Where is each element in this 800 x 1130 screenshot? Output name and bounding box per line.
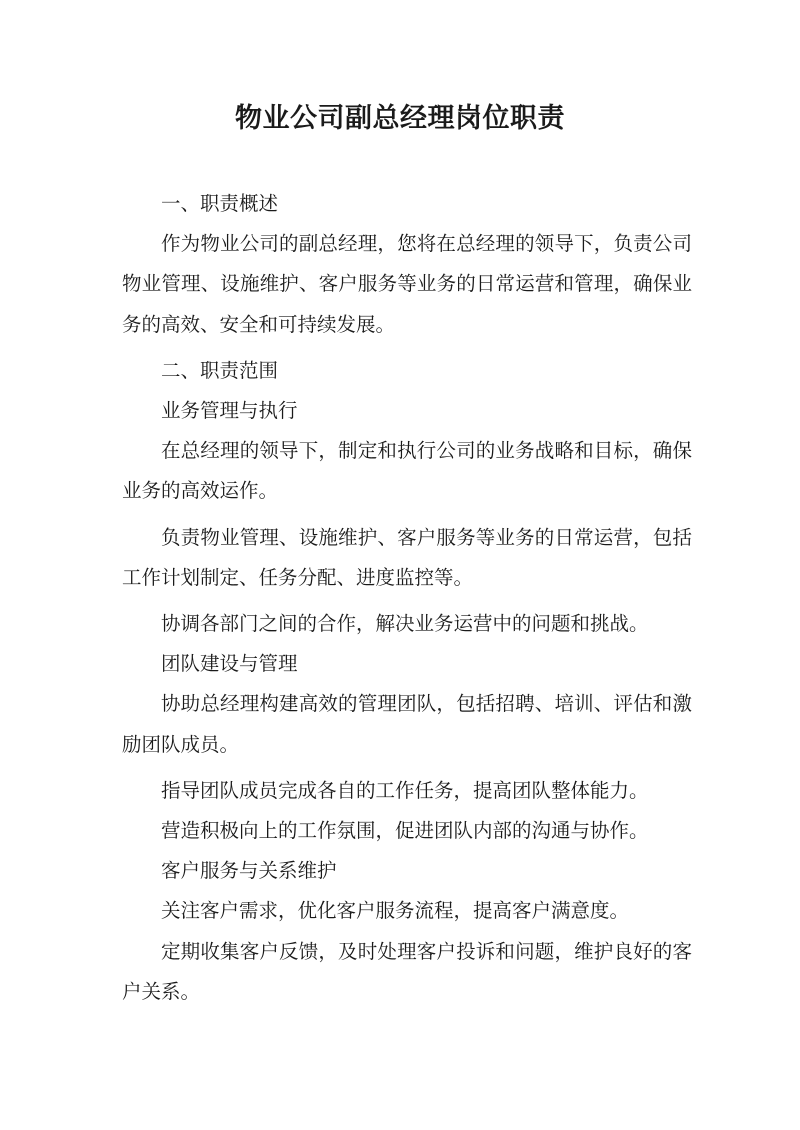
business-item-2: 负责物业管理、设施维护、客户服务等业务的日常运营，包括工作计划制定、任务分配、进度监控等。 [122,525,692,589]
team-item-3: 营造积极向上的工作氛围，促进团队内部的沟通与协作。 [161,819,649,843]
team-item-2: 指导团队成员完成各自的工作任务，提高团队整体能力。 [161,778,649,802]
business-item-3: 协调各部门之间的合作，解决业务运营中的问题和挑战。 [161,612,649,636]
overview-paragraph: 作为物业公司的副总经理，您将在总经理的领导下，负责公司物业管理、设施维护、客户服务等业务的日常运营和管理，确保业务的高效、安全和可持续发展。 [122,232,692,336]
team-item-1: 协助总经理构建高效的管理团队，包括招聘、培训、评估和激励团队成员。 [122,692,692,756]
document-body [122,184,692,1012]
section-heading-overview: 一、职责概述 [161,192,279,215]
document-title: 物业公司副总经理岗位职责 [235,103,565,134]
subheading-business-management: 业务管理与执行 [161,399,298,423]
customer-item-2: 定期收集客户反馈，及时处理客户投诉和问题，维护良好的客户关系。 [122,939,692,1003]
customer-item-1: 关注客户需求，优化客户服务流程，提高客户满意度。 [161,899,630,923]
business-item-1: 在总经理的领导下，制定和执行公司的业务战略和目标，确保业务的高效运作。 [122,439,692,503]
section-heading-scope: 二、职责范围 [161,358,279,382]
subheading-team-building: 团队建设与管理 [161,652,298,676]
subheading-customer-service: 客户服务与关系维护 [161,859,337,883]
